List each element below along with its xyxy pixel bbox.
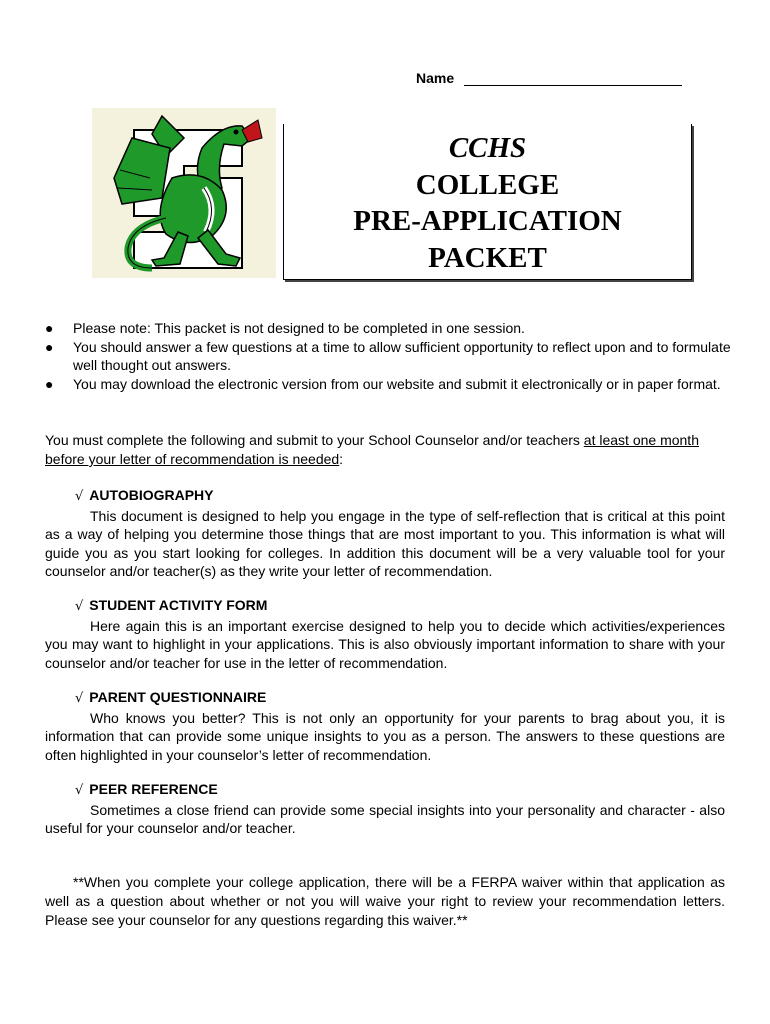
section-heading: AUTOBIOGRAPHY xyxy=(89,487,214,503)
section-student-activity-form xyxy=(45,596,725,672)
list-item: ● You may download the electronic version from our website and submit it electronically or in paper format. xyxy=(45,375,721,392)
section-parent-questionnaire xyxy=(45,688,725,764)
title-college: COLLEGE xyxy=(415,168,560,201)
bullet-icon: ● xyxy=(45,320,54,336)
packet-title-box xyxy=(283,124,692,280)
ferpa-waiver-note: **When you complete your college application, there will be a FERPA waiver within that application as well as a question about whether or not you will waive your right to review your recommendation letters. Please see your counselor for any questions regarding this waiver.** xyxy=(45,874,725,928)
section-autobiography xyxy=(45,486,725,581)
title-pre-application: PRE-APPLICATION xyxy=(353,205,622,237)
check-icon: √ xyxy=(75,783,84,798)
check-icon: √ xyxy=(75,691,84,706)
list-item: ● You should answer a few questions at a time to allow sufficient opportunity to reflect upon and to formulate well thought out answers. xyxy=(45,338,731,373)
title-school: CCHS xyxy=(448,132,527,164)
section-body: This document is designed to help you engage in the type of self-reflection that is critical at this point as a way of helping you determine those things that are most important to you. This information is what will guide you as you start looking for colleges. In addition this document will be a very valuable tool for your counselor and/or teacher(s) as they write your letter of recommendation. xyxy=(45,507,725,579)
name-field xyxy=(416,70,682,86)
section-heading: PEER REFERENCE xyxy=(89,781,218,797)
section-body: Here again this is an important exercise designed to help you to decide which activities/experiences you may want to highlight in your applications. This is also obviously important information to share with your counselor and/or teacher for use in the letter of recommendation. xyxy=(45,617,725,671)
title-packet: PACKET xyxy=(428,241,547,274)
name-blank-line[interactable] xyxy=(464,71,682,86)
section-heading: STUDENT ACTIVITY FORM xyxy=(89,597,268,613)
submission-instructions: You must complete the following and submit to your School Counselor and/or teachers at least one month before your letter of recommendation is needed: xyxy=(45,432,699,467)
bullet-icon: ● xyxy=(45,375,54,392)
section-body: Sometimes a close friend can provide some special insights into your personality and character - also useful for your counselor and/or teacher. xyxy=(45,801,725,836)
check-icon: √ xyxy=(75,489,84,504)
notes-list xyxy=(45,319,735,393)
section-body: Who knows you better? This is not only an opportunity for your parents to brag about you, it is information that can provide some unique insights to you as a person. The answers to these questions are often highlighted in your counselor’s letter of recommendation. xyxy=(45,709,725,763)
deadline-text: at least one month before your letter of recommendation is needed xyxy=(45,432,699,467)
bullet-icon: ● xyxy=(45,338,54,355)
section-heading: PARENT QUESTIONNAIRE xyxy=(89,689,267,705)
name-label: Name xyxy=(416,70,455,86)
list-item: ● Please note: This packet is not designed to be completed in one session. xyxy=(45,320,525,336)
check-icon: √ xyxy=(75,599,84,614)
dragon-icon xyxy=(92,108,276,278)
section-peer-reference xyxy=(45,780,725,838)
